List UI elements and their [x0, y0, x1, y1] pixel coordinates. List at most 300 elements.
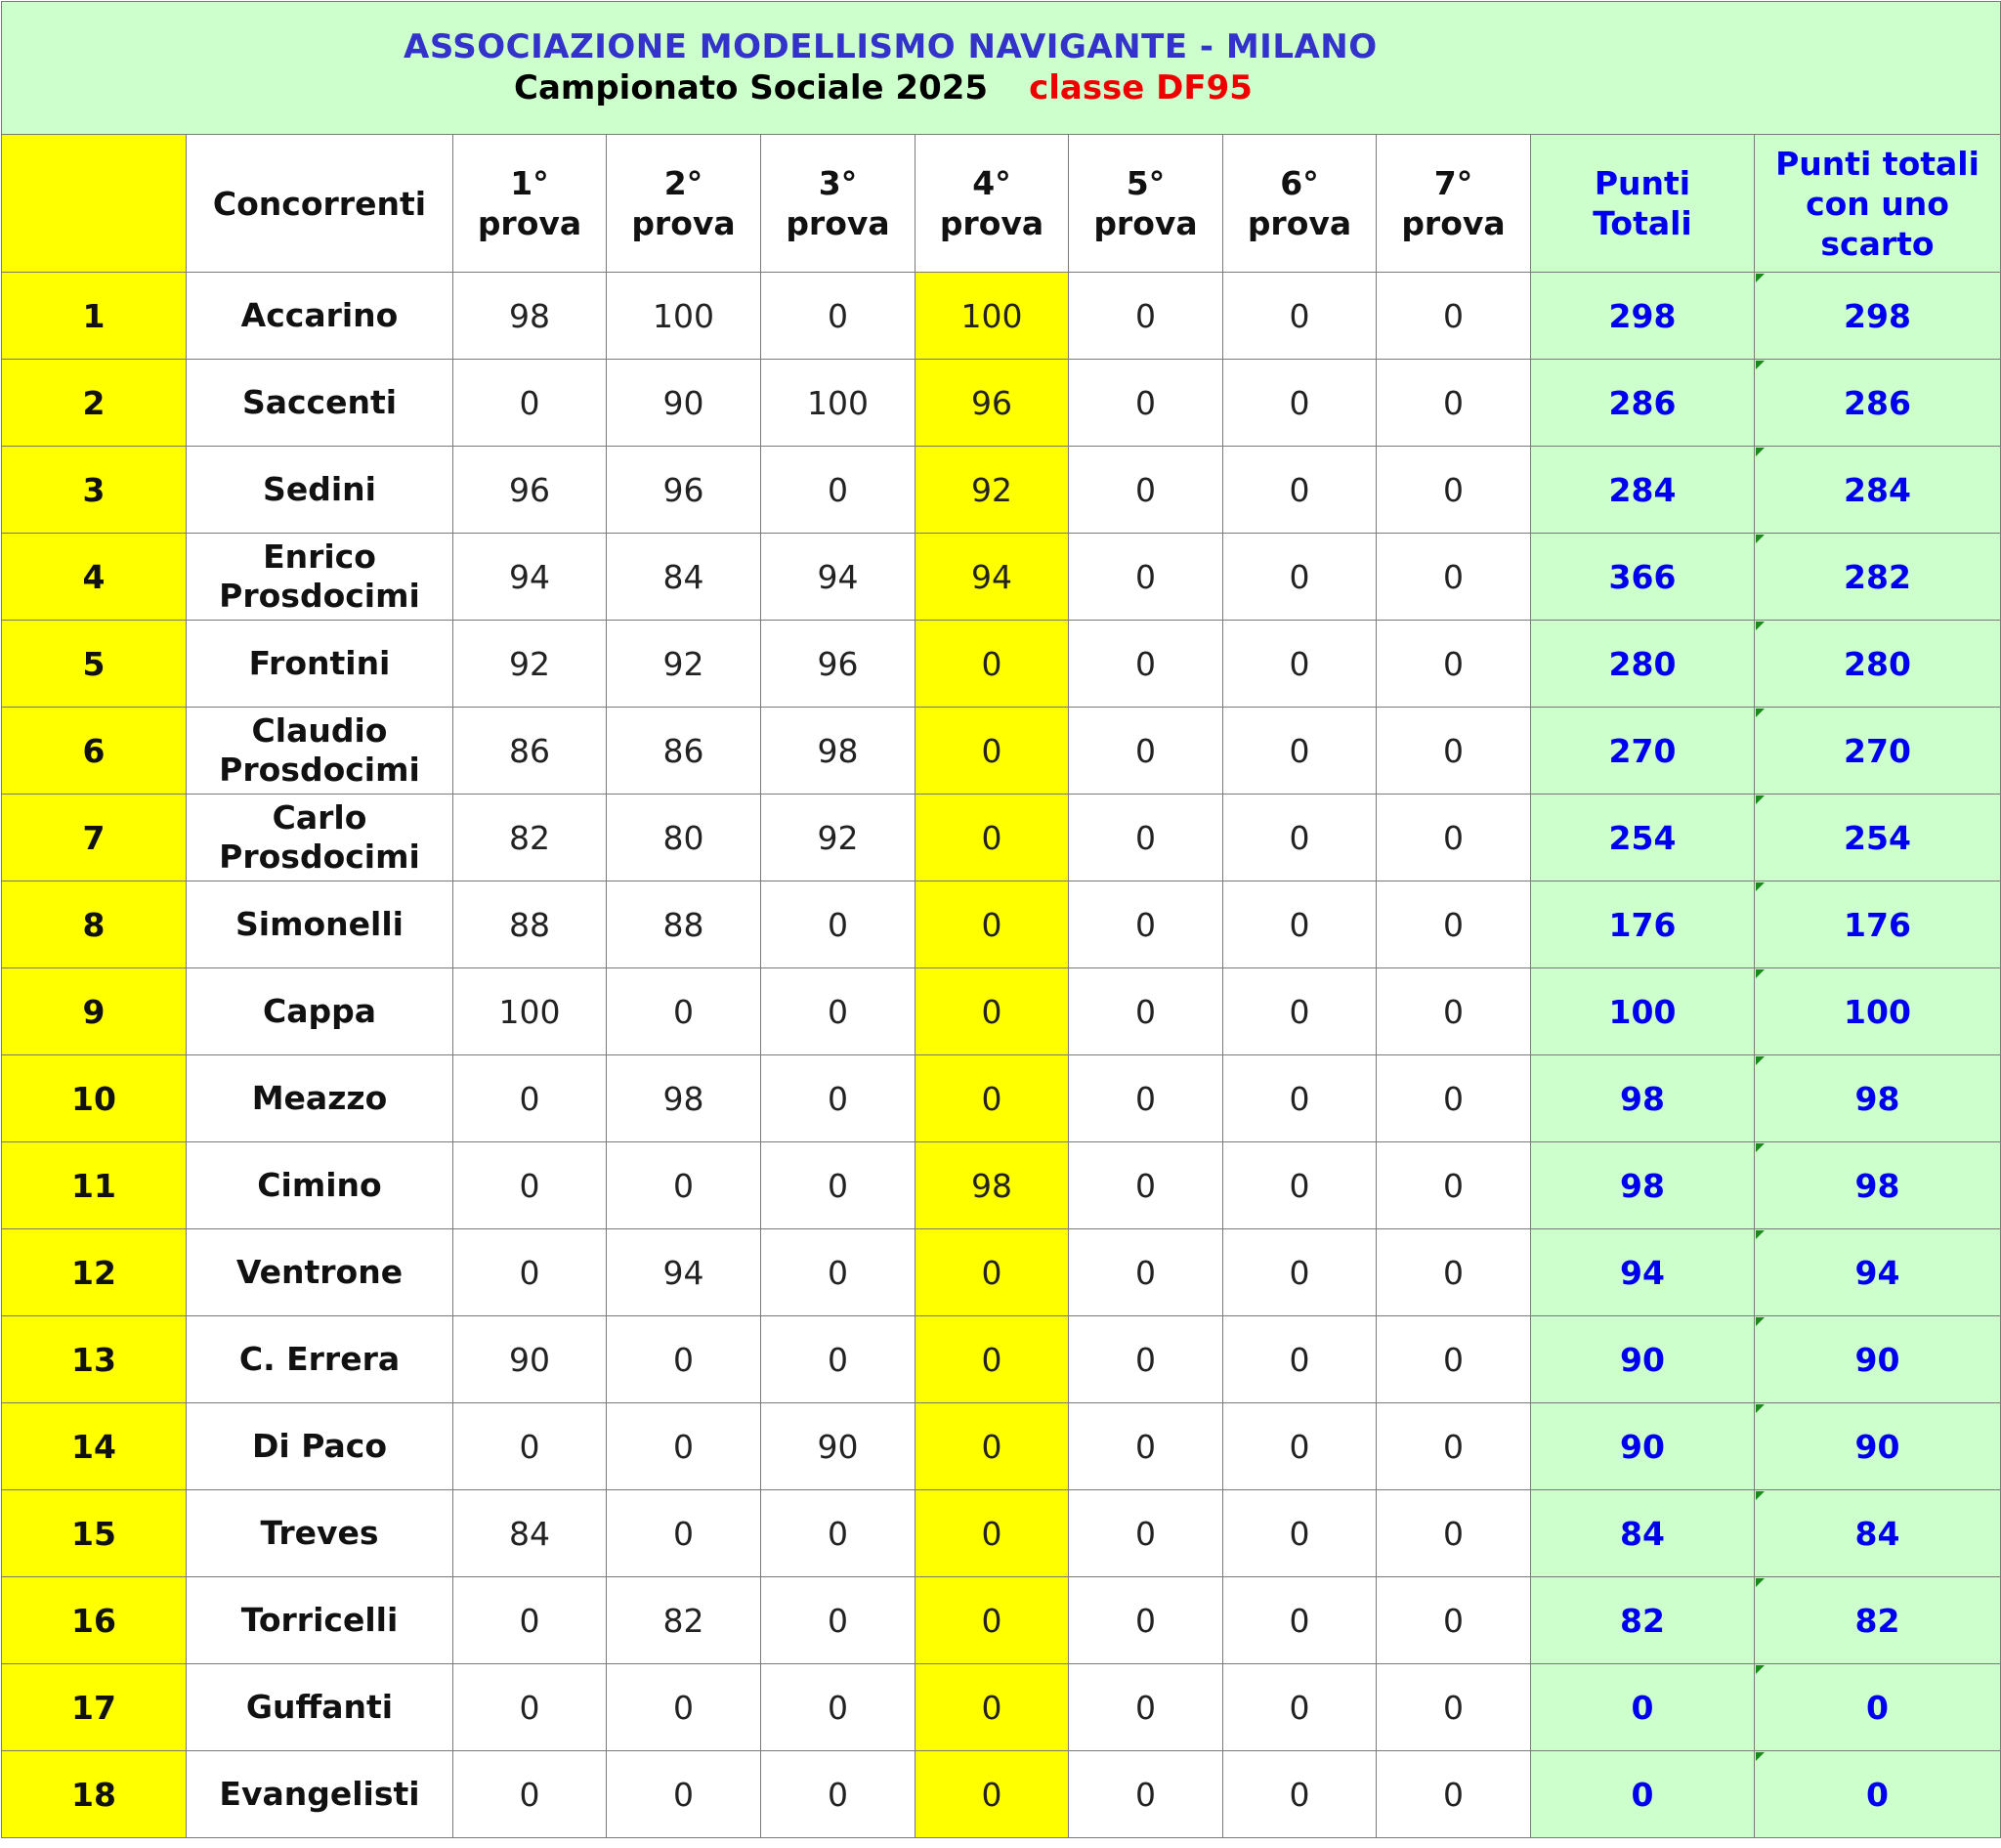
rank-cell: 3: [2, 447, 187, 534]
championship-subtitle: [514, 68, 1253, 107]
prova-score-cell: 86: [453, 708, 607, 795]
prova-score-cell: 0: [1377, 273, 1531, 360]
formula-marker-icon: [1756, 1056, 1765, 1065]
prova-score-cell: 0: [607, 1403, 761, 1490]
scarto-value: 298: [1844, 296, 1911, 335]
prova-label: prova: [1401, 204, 1506, 242]
table-row: [2, 1577, 2001, 1664]
prova-score-cell: 98: [453, 273, 607, 360]
scarto-points-cell: [1755, 708, 2001, 795]
formula-marker-icon: [1756, 1752, 1765, 1761]
prova-score-cell: 0: [1377, 534, 1531, 621]
total-points-cell: 176: [1531, 881, 1755, 968]
competitor-name-cell: [187, 621, 453, 708]
scarto-value: 176: [1844, 905, 1911, 944]
prova-score-cell: 0: [1069, 534, 1223, 621]
prova-score-cell: 0: [1069, 968, 1223, 1055]
rank-cell: 4: [2, 534, 187, 621]
competitor-name-cell: [187, 273, 453, 360]
prova-score-cell: 0: [453, 1403, 607, 1490]
total-points-cell: 0: [1531, 1664, 1755, 1751]
prova-score-cell: 0: [1069, 1316, 1223, 1403]
rank-cell: 10: [2, 1055, 187, 1142]
total-header-line: Punti: [1594, 164, 1691, 202]
scarto-points-cell: [1755, 881, 2001, 968]
prova-score-cell: 0: [1069, 1142, 1223, 1229]
scarto-value: 90: [1854, 1427, 1900, 1466]
rank-cell: 5: [2, 621, 187, 708]
competitor-name: Ventrone: [235, 1253, 404, 1291]
name-header: Concorrenti: [187, 135, 453, 273]
table-row: [2, 1229, 2001, 1316]
table-row: [2, 1751, 2001, 1838]
prova-score-cell: 94: [453, 534, 607, 621]
prova-score-cell: 0: [761, 881, 915, 968]
competitor-name: Frontini: [248, 644, 391, 682]
scarto-value: 0: [1866, 1775, 1889, 1814]
scarto-value: 94: [1854, 1253, 1900, 1292]
prova-header: [915, 135, 1069, 273]
prova-score-cell: 98: [761, 708, 915, 795]
scarto-value: 98: [1854, 1166, 1900, 1205]
prova-number: 7°: [1433, 164, 1473, 202]
championship-name: Campionato Sociale 2025: [514, 68, 989, 107]
sheet-header: [1, 1, 2001, 135]
competitor-name-cell: [187, 360, 453, 447]
prova-score-cell: 0: [1069, 360, 1223, 447]
table-row: [2, 447, 2001, 534]
prova-score-cell: 0: [761, 1142, 915, 1229]
scarto-value: 254: [1844, 818, 1911, 857]
total-header-line: Totali: [1593, 204, 1692, 242]
prova-score-cell: 0: [1069, 1490, 1223, 1577]
competitor-name: Accarino: [240, 296, 399, 334]
prova-score-cell: 0: [1223, 273, 1377, 360]
competitor-name-cell: [187, 708, 453, 795]
formula-marker-icon: [1756, 1404, 1765, 1413]
total-points-cell: 98: [1531, 1055, 1755, 1142]
rank-cell: 13: [2, 1316, 187, 1403]
table-header-row: [2, 135, 2001, 273]
rank-cell: 11: [2, 1142, 187, 1229]
prova-number: 5°: [1126, 164, 1166, 202]
prova-score-cell: 0: [453, 1577, 607, 1664]
class-label: classe DF95: [1029, 68, 1253, 107]
prova-header: [761, 135, 915, 273]
prova-score-cell: 86: [607, 708, 761, 795]
total-points-cell: 98: [1531, 1142, 1755, 1229]
scarto-points-cell: [1755, 360, 2001, 447]
prova-score-cell: 0: [761, 1316, 915, 1403]
prova-score-cell: 0: [453, 1055, 607, 1142]
prova-number: 3°: [818, 164, 858, 202]
competitor-name: Torricelli: [240, 1601, 399, 1639]
competitor-name: Claudio: [251, 711, 388, 750]
competitor-name: Cimino: [257, 1166, 382, 1204]
prova-score-cell: 0: [1377, 1403, 1531, 1490]
prova-score-cell: 0: [607, 1316, 761, 1403]
total-points-cell: 0: [1531, 1751, 1755, 1838]
scarto-value: 270: [1844, 731, 1911, 770]
prova-score-cell: 0: [761, 968, 915, 1055]
total-points-cell: 270: [1531, 708, 1755, 795]
table-row: [2, 1142, 2001, 1229]
prova-header: [1377, 135, 1531, 273]
prova-score-cell: 0: [1223, 968, 1377, 1055]
competitor-name: Meazzo: [251, 1079, 388, 1117]
competitor-name-cell: [187, 447, 453, 534]
competitor-name-cell: [187, 534, 453, 621]
formula-marker-icon: [1756, 1230, 1765, 1239]
scarto-value: 98: [1854, 1079, 1900, 1118]
prova-score-cell: 0: [1377, 1055, 1531, 1142]
prova-score-cell: 0: [607, 968, 761, 1055]
formula-marker-icon: [1756, 622, 1765, 630]
total-points-cell: 284: [1531, 447, 1755, 534]
table-row: [2, 273, 2001, 360]
competitor-name: Cappa: [263, 992, 376, 1030]
prova-score-cell: 0: [1377, 968, 1531, 1055]
prova-header: [607, 135, 761, 273]
prova-score-cell: 0: [453, 1664, 607, 1751]
prova-score-cell: 96: [761, 621, 915, 708]
scarto-points-cell: [1755, 1577, 2001, 1664]
scarto-value: 100: [1844, 992, 1911, 1031]
rank-cell: 17: [2, 1664, 187, 1751]
table-row: [2, 708, 2001, 795]
prova-score-cell: 0: [1069, 881, 1223, 968]
scarto-points-cell: [1755, 1664, 2001, 1751]
table-row: [2, 1490, 2001, 1577]
prova-score-cell: 0: [761, 447, 915, 534]
rank-cell: 14: [2, 1403, 187, 1490]
scarto-points-cell: [1755, 1229, 2001, 1316]
prova-header: [1223, 135, 1377, 273]
scarto-header-line: Punti totali: [1775, 144, 1980, 183]
prova-score-cell: 0: [1223, 447, 1377, 534]
prova-number: 1°: [510, 164, 549, 202]
prova-score-cell: 0: [1223, 360, 1377, 447]
prova-score-cell: 0: [915, 1055, 1069, 1142]
prova-score-cell: 0: [915, 708, 1069, 795]
prova-score-cell: 0: [453, 1142, 607, 1229]
prova-score-cell: 100: [607, 273, 761, 360]
prova-score-cell: 82: [453, 795, 607, 881]
prova-score-cell: 0: [1223, 621, 1377, 708]
table-row: [2, 968, 2001, 1055]
prova-score-cell: 0: [1223, 1751, 1377, 1838]
prova-score-cell: 0: [1223, 795, 1377, 881]
scarto-points-cell: [1755, 273, 2001, 360]
prova-score-cell: 0: [1223, 881, 1377, 968]
prova-score-cell: 90: [761, 1403, 915, 1490]
prova-number: 6°: [1280, 164, 1319, 202]
formula-marker-icon: [1756, 1143, 1765, 1152]
rank-header: [2, 135, 187, 273]
formula-marker-icon: [1756, 535, 1765, 543]
scarto-points-cell: [1755, 534, 2001, 621]
scarto-points-cell: [1755, 621, 2001, 708]
competitor-name-cell: [187, 1490, 453, 1577]
prova-score-cell: 96: [915, 360, 1069, 447]
scarto-header-line: con uno: [1806, 184, 1949, 223]
competitor-name-cell: [187, 968, 453, 1055]
formula-marker-icon: [1756, 1317, 1765, 1326]
prova-score-cell: 0: [1377, 708, 1531, 795]
prova-score-cell: 0: [915, 1577, 1069, 1664]
competitor-name: Guffanti: [245, 1688, 394, 1726]
scarto-points-cell: [1755, 1403, 2001, 1490]
total-points-cell: 298: [1531, 273, 1755, 360]
prova-score-cell: 0: [1223, 534, 1377, 621]
table-row: [2, 621, 2001, 708]
competitor-name: Carlo: [272, 798, 367, 837]
prova-score-cell: 0: [1069, 1751, 1223, 1838]
prova-score-cell: 0: [1069, 621, 1223, 708]
prova-score-cell: 0: [1069, 1055, 1223, 1142]
competitor-name-cell: [187, 1316, 453, 1403]
formula-marker-icon: [1756, 882, 1765, 891]
prova-score-cell: 92: [453, 621, 607, 708]
rank-cell: 2: [2, 360, 187, 447]
prova-score-cell: 0: [915, 795, 1069, 881]
prova-score-cell: 90: [453, 1316, 607, 1403]
prova-label: prova: [1247, 204, 1352, 242]
total-points-cell: 82: [1531, 1577, 1755, 1664]
table-row: [2, 1316, 2001, 1403]
scarto-value: 84: [1854, 1514, 1900, 1553]
prova-score-cell: 0: [1377, 1229, 1531, 1316]
prova-score-cell: 0: [761, 1664, 915, 1751]
prova-number: 4°: [972, 164, 1011, 202]
formula-marker-icon: [1756, 969, 1765, 978]
prova-score-cell: 84: [607, 534, 761, 621]
prova-score-cell: 0: [1377, 1316, 1531, 1403]
competitor-name-cell: [187, 1577, 453, 1664]
table-row: [2, 881, 2001, 968]
scarto-value: 284: [1844, 470, 1911, 509]
prova-score-cell: 0: [1223, 1229, 1377, 1316]
prova-score-cell: 94: [607, 1229, 761, 1316]
prova-score-cell: 0: [1069, 447, 1223, 534]
competitor-name: Evangelisti: [219, 1775, 420, 1813]
prova-score-cell: 0: [915, 1229, 1069, 1316]
prova-score-cell: 0: [1223, 1664, 1377, 1751]
scarto-points-cell: [1755, 1316, 2001, 1403]
prova-score-cell: 0: [1377, 360, 1531, 447]
formula-marker-icon: [1756, 1491, 1765, 1500]
prova-score-cell: 100: [761, 360, 915, 447]
total-header: [1531, 135, 1755, 273]
total-points-cell: 90: [1531, 1403, 1755, 1490]
prova-score-cell: 0: [1069, 708, 1223, 795]
prova-score-cell: 0: [1377, 447, 1531, 534]
prova-score-cell: 0: [1377, 1751, 1531, 1838]
scarto-value: 282: [1844, 557, 1911, 596]
prova-score-cell: 0: [1223, 1316, 1377, 1403]
prova-score-cell: 0: [1223, 1403, 1377, 1490]
competitor-name: Prosdocimi: [219, 751, 420, 789]
scarto-points-cell: [1755, 1055, 2001, 1142]
prova-number: 2°: [663, 164, 703, 202]
competitor-name-cell: [187, 1751, 453, 1838]
prova-label: prova: [939, 204, 1044, 242]
table-row: [2, 1403, 2001, 1490]
prova-score-cell: 0: [915, 1490, 1069, 1577]
prova-score-cell: 0: [1223, 1577, 1377, 1664]
prova-score-cell: 0: [1069, 273, 1223, 360]
competitor-name: Saccenti: [241, 383, 398, 421]
rank-cell: 12: [2, 1229, 187, 1316]
prova-score-cell: 0: [1069, 1403, 1223, 1490]
formula-marker-icon: [1756, 1578, 1765, 1587]
prova-score-cell: 0: [761, 1229, 915, 1316]
prova-score-cell: 80: [607, 795, 761, 881]
prova-score-cell: 92: [915, 447, 1069, 534]
prova-score-cell: 0: [1377, 1577, 1531, 1664]
prova-label: prova: [631, 204, 736, 242]
table-row: [2, 534, 2001, 621]
prova-score-cell: 84: [453, 1490, 607, 1577]
prova-score-cell: 96: [607, 447, 761, 534]
prova-score-cell: 0: [1223, 1490, 1377, 1577]
competitor-name: Prosdocimi: [219, 838, 420, 876]
competitor-name-cell: [187, 1055, 453, 1142]
prova-score-cell: 0: [453, 360, 607, 447]
formula-marker-icon: [1756, 709, 1765, 717]
rank-cell: 1: [2, 273, 187, 360]
rank-cell: 18: [2, 1751, 187, 1838]
scarto-points-cell: [1755, 447, 2001, 534]
competitor-name: Enrico: [263, 537, 376, 576]
rank-cell: 8: [2, 881, 187, 968]
prova-score-cell: 0: [607, 1142, 761, 1229]
prova-score-cell: 90: [607, 360, 761, 447]
prova-score-cell: 88: [607, 881, 761, 968]
scarto-points-cell: [1755, 1490, 2001, 1577]
table-row: [2, 1664, 2001, 1751]
prova-score-cell: 100: [915, 273, 1069, 360]
scarto-value: 90: [1854, 1340, 1900, 1379]
formula-marker-icon: [1756, 448, 1765, 456]
prova-score-cell: 0: [1069, 1229, 1223, 1316]
prova-score-cell: 0: [915, 968, 1069, 1055]
prova-score-cell: 0: [607, 1751, 761, 1838]
competitor-name-cell: [187, 1229, 453, 1316]
prova-score-cell: 0: [1377, 1142, 1531, 1229]
table-row: [2, 795, 2001, 881]
competitor-name: Di Paco: [252, 1427, 387, 1465]
formula-marker-icon: [1756, 274, 1765, 282]
prova-label: prova: [477, 204, 582, 242]
competitor-name: C. Errera: [238, 1340, 401, 1378]
prova-score-cell: 0: [1223, 708, 1377, 795]
scarto-points-cell: [1755, 795, 2001, 881]
prova-label: prova: [786, 204, 890, 242]
rank-cell: 16: [2, 1577, 187, 1664]
total-points-cell: 100: [1531, 968, 1755, 1055]
prova-score-cell: 0: [1069, 1664, 1223, 1751]
table-row: [2, 360, 2001, 447]
scarto-value: 82: [1854, 1601, 1900, 1640]
prova-score-cell: 0: [915, 621, 1069, 708]
standings-body: [2, 273, 2001, 1838]
prova-score-cell: 0: [607, 1664, 761, 1751]
association-title: ASSOCIAZIONE MODELLISMO NAVIGANTE - MILANO: [404, 27, 1378, 66]
prova-score-cell: 0: [1377, 621, 1531, 708]
formula-marker-icon: [1756, 795, 1765, 804]
total-points-cell: 286: [1531, 360, 1755, 447]
competitor-name: Simonelli: [235, 905, 404, 943]
prova-score-cell: 0: [915, 1316, 1069, 1403]
prova-score-cell: 82: [607, 1577, 761, 1664]
prova-score-cell: 0: [915, 881, 1069, 968]
rank-cell: 15: [2, 1490, 187, 1577]
rank-cell: 7: [2, 795, 187, 881]
prova-score-cell: 0: [607, 1490, 761, 1577]
scarto-value: 0: [1866, 1688, 1889, 1727]
prova-score-cell: 0: [761, 1055, 915, 1142]
prova-score-cell: 0: [1377, 1664, 1531, 1751]
prova-score-cell: 0: [761, 1490, 915, 1577]
scarto-header: [1755, 135, 2001, 273]
prova-header: [1069, 135, 1223, 273]
total-points-cell: 84: [1531, 1490, 1755, 1577]
prova-score-cell: 88: [453, 881, 607, 968]
total-points-cell: 280: [1531, 621, 1755, 708]
total-points-cell: 366: [1531, 534, 1755, 621]
scarto-points-cell: [1755, 1142, 2001, 1229]
prova-score-cell: 0: [1223, 1055, 1377, 1142]
prova-score-cell: 0: [1069, 1577, 1223, 1664]
prova-score-cell: 98: [915, 1142, 1069, 1229]
competitor-name: Prosdocimi: [219, 577, 420, 615]
prova-score-cell: 0: [915, 1664, 1069, 1751]
prova-score-cell: 98: [607, 1055, 761, 1142]
prova-score-cell: 92: [607, 621, 761, 708]
prova-label: prova: [1093, 204, 1198, 242]
formula-marker-icon: [1756, 1665, 1765, 1674]
prova-score-cell: 92: [761, 795, 915, 881]
prova-score-cell: 94: [761, 534, 915, 621]
prova-score-cell: 0: [453, 1229, 607, 1316]
competitor-name-cell: [187, 1142, 453, 1229]
total-points-cell: 254: [1531, 795, 1755, 881]
prova-score-cell: 0: [761, 1577, 915, 1664]
competitor-name: Sedini: [263, 470, 376, 508]
scarto-value: 280: [1844, 644, 1911, 683]
total-points-cell: 90: [1531, 1316, 1755, 1403]
scarto-points-cell: [1755, 1751, 2001, 1838]
rank-cell: 6: [2, 708, 187, 795]
competitor-name-cell: [187, 1403, 453, 1490]
scarto-points-cell: [1755, 968, 2001, 1055]
prova-score-cell: 0: [1069, 795, 1223, 881]
prova-header: [453, 135, 607, 273]
scarto-header-line: scarto: [1820, 224, 1935, 263]
scarto-value: 286: [1844, 383, 1911, 422]
prova-score-cell: 0: [1223, 1142, 1377, 1229]
formula-marker-icon: [1756, 361, 1765, 369]
prova-score-cell: 100: [453, 968, 607, 1055]
standings-table: [1, 134, 2001, 1838]
competitor-name-cell: [187, 795, 453, 881]
competitor-name: Treves: [260, 1514, 379, 1552]
rank-cell: 9: [2, 968, 187, 1055]
prova-score-cell: 0: [1377, 1490, 1531, 1577]
table-row: [2, 1055, 2001, 1142]
prova-score-cell: 0: [761, 1751, 915, 1838]
